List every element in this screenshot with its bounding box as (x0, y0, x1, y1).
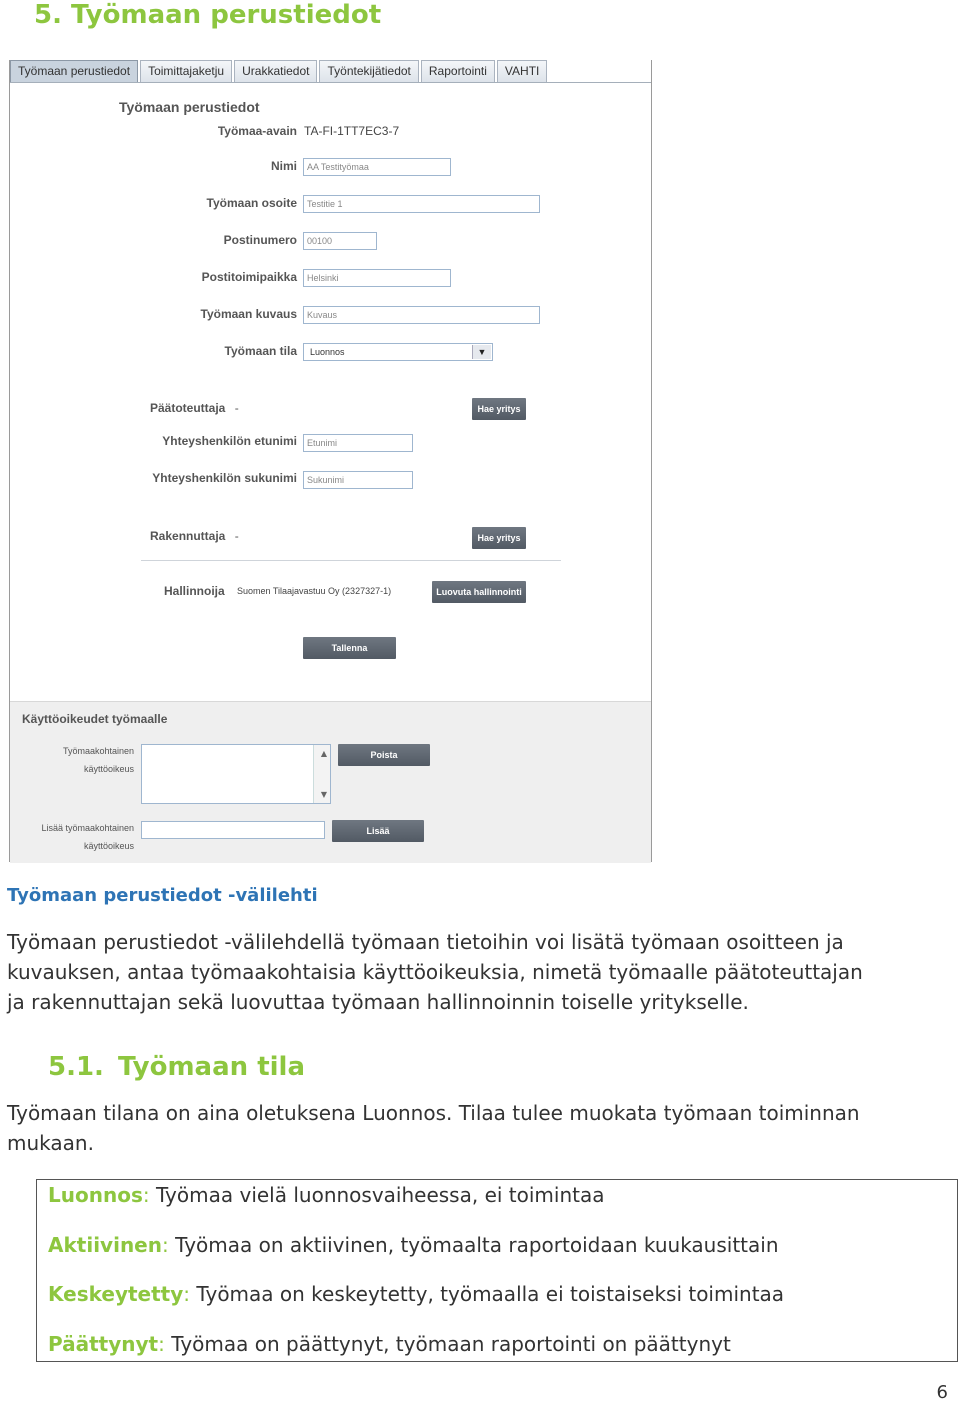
tyomaakohtainen-label-line2: käyttöoikeus (83, 764, 134, 774)
tila-select[interactable] (303, 343, 493, 361)
page-heading: 5. Työmaan perustiedot (34, 0, 382, 30)
postinumero-input[interactable]: 00100 (303, 232, 377, 250)
lisaa-button[interactable]: Lisää (332, 820, 424, 842)
state-description: Työmaa vielä luonnosvaiheessa, ei toimintaa (155, 1183, 605, 1207)
tila-line-2: mukaan. (7, 1131, 94, 1155)
lisaa-label-line1: Lisää työmaakohtainen (41, 823, 134, 833)
hae-yritys-rakennuttaja-button[interactable]: Hae yritys (472, 527, 526, 549)
state-description: Työmaa on aktiivinen, työmaalta raportoidaan kuukausittain (175, 1233, 779, 1257)
state-name: Aktiivinen (48, 1233, 162, 1257)
rakennuttaja-label-text: Rakennuttaja (150, 529, 226, 543)
etunimi-input[interactable]: Etunimi (303, 434, 413, 452)
state-item-aktiivinen: Aktiivinen: Työmaa on aktiivinen, työmaalta raportoidaan kuukausittain (48, 1233, 779, 1257)
poista-button[interactable]: Poista (338, 744, 430, 766)
kayttooikeus-list[interactable] (141, 744, 331, 804)
tab-tyomaan-perustiedot[interactable]: Työmaan perustiedot (10, 60, 138, 82)
luovuta-hallinnointi-button[interactable]: Luovuta hallinnointi (432, 581, 526, 603)
rakennuttaja-label (150, 529, 239, 543)
hae-yritys-paatoteuttaja-button[interactable]: Hae yritys (472, 398, 526, 420)
state-item-keskeytetty: Keskeytetty: Työmaa on keskeytetty, työmaalla ei toistaiseksi toimintaa (48, 1282, 785, 1306)
tyomaakohtainen-label (30, 742, 134, 778)
paatoteuttaja-label (150, 401, 239, 415)
lisaa-label (20, 819, 134, 855)
lisaa-kayttooikeus-input[interactable] (141, 821, 325, 839)
tyomaakohtainen-label-line1: Työmaakohtainen (62, 746, 134, 756)
intro-line-3: ja rakennuttajan sekä luovuttaa työmaan hallinnoinnin toiselle yritykselle. (7, 990, 749, 1014)
postitoimipaikka-input[interactable]: Helsinki (303, 269, 451, 287)
paatoteuttaja-value: - (234, 401, 239, 415)
hallinnoija-label: Hallinnoija (164, 584, 225, 598)
subheading-number: 5.1. (48, 1052, 104, 1082)
paatoteuttaja-label-text: Päätoteuttaja (150, 401, 226, 415)
scroll-up-icon[interactable]: ▲ (320, 749, 327, 758)
sukunimi-label: Yhteyshenkilön sukunimi (152, 471, 297, 485)
state-name: Luonnos (48, 1183, 143, 1207)
tab-vahti[interactable]: VAHTI (497, 60, 547, 82)
tab-underline (10, 82, 651, 83)
hallinnoija-value: Suomen Tilaajavastuu Oy (2327327-1) (237, 586, 392, 596)
tila-select-value: Luonnos (310, 347, 345, 357)
postinumero-label: Postinumero (223, 233, 297, 247)
osoite-label: Työmaan osoite (206, 196, 297, 210)
lisaa-label-line2: käyttöoikeus (83, 841, 134, 851)
kuvaus-input[interactable]: Kuvaus (303, 306, 540, 324)
state-item-luonnos: Luonnos: Työmaa vielä luonnosvaiheessa, ei toimintaa (48, 1183, 605, 1207)
state-name: Päättynyt (48, 1332, 159, 1356)
state-description: Työmaa on keskeytetty, työmaalla ei toistaiseksi toimintaa (196, 1282, 785, 1306)
subheading (48, 1052, 305, 1082)
tab-urakkatiedot[interactable]: Urakkatiedot (234, 60, 317, 82)
scroll-down-icon[interactable]: ▼ (320, 790, 327, 799)
state-item-paattynyt: Päättynyt: Työmaa on päättynyt, työmaan raportointi on päättynyt (48, 1332, 731, 1356)
tallenna-button[interactable]: Tallenna (303, 637, 396, 659)
subheading-text: Työmaan tila (118, 1052, 306, 1082)
kayttooikeudet-panel (10, 701, 651, 863)
state-description: Työmaa on päättynyt, työmaan raportointi on päättynyt (171, 1332, 731, 1356)
nimi-label: Nimi (270, 159, 297, 173)
page-number: 6 (936, 1382, 948, 1403)
intro-line-2: kuvauksen, antaa työmaakohtaisia käyttöoikeuksia, nimetä työmaalle päätoteuttajan (7, 960, 863, 984)
tyomaa-avain-value: TA-FI-1TT7EC3-7 (304, 124, 400, 138)
etunimi-label: Yhteyshenkilön etunimi (162, 434, 297, 448)
intro-line-1: Työmaan perustiedot -välilehdellä työmaan tietoihin voi lisätä työmaan osoitteen ja (7, 930, 844, 954)
tila-line-1: Työmaan tilana on aina oletuksena Luonnos. Tilaa tulee muokata työmaan toiminnan (7, 1101, 860, 1125)
intro-paragraph (7, 927, 947, 1017)
tila-paragraph (7, 1098, 947, 1158)
tab-raportointi[interactable]: Raportointi (421, 60, 495, 82)
states-box (36, 1179, 958, 1362)
tab-bar (10, 60, 549, 82)
tab-tyontekijatiedot[interactable]: Työntekijätiedot (319, 60, 418, 82)
tyomaa-avain-label: Työmaa-avain (217, 124, 297, 138)
figure-caption: Työmaan perustiedot -välilehti (7, 885, 318, 906)
osoite-input[interactable]: Testitie 1 (303, 195, 540, 213)
app-screenshot (9, 60, 652, 862)
tab-toimittajaketju[interactable]: Toimittajaketju (140, 60, 232, 82)
section-title: Työmaan perustiedot (119, 99, 260, 115)
tila-label: Työmaan tila (224, 344, 297, 358)
rakennuttaja-value: - (234, 529, 239, 543)
kuvaus-label: Työmaan kuvaus (200, 307, 297, 321)
kayttooikeudet-title: Käyttöoikeudet työmaalle (22, 712, 168, 726)
state-name: Keskeytetty (48, 1282, 184, 1306)
nimi-input[interactable]: AA Testityömaa (303, 158, 451, 176)
chevron-down-icon[interactable]: ▼ (472, 345, 491, 359)
divider (141, 560, 561, 561)
postitoimipaikka-label: Postitoimipaikka (201, 270, 297, 284)
sukunimi-input[interactable]: Sukunimi (303, 471, 413, 489)
